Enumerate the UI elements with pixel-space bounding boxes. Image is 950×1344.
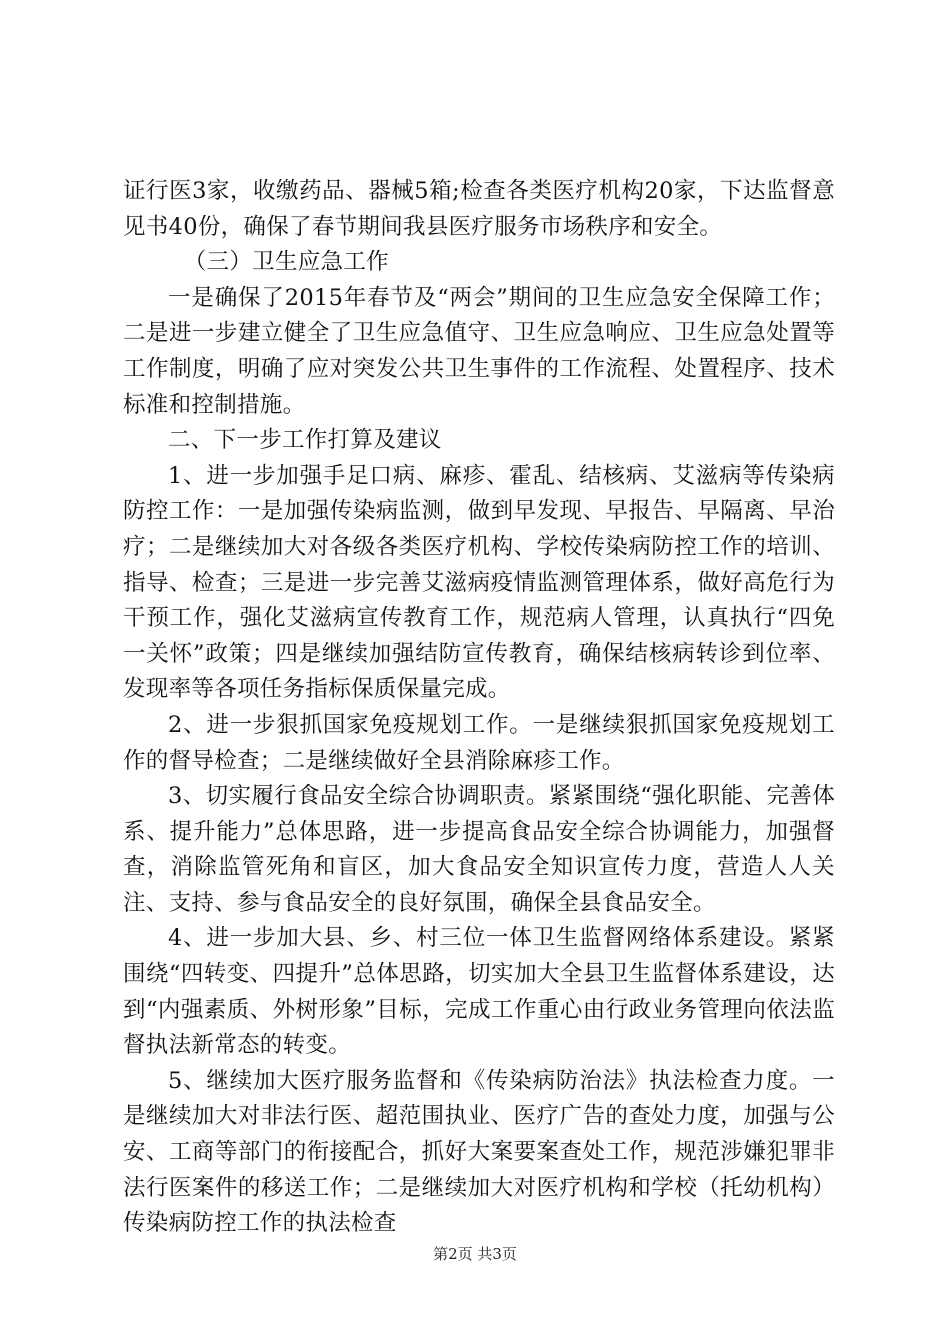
document-body	[123, 174, 835, 1242]
paragraph-item-2: 2、进一步狠抓国家免疫规划工作。一是继续狠抓国家免疫规划工作的督导检查；二是继续做好全县消除麻疹工作。	[123, 711, 835, 774]
paragraph-item-3: 3、切实履行食品安全综合协调职责。紧紧围绕“强化职能、完善体系、提升能力”总体思路，进一步提高食品安全综合协调能力，加强督查，消除监管死角和盲区，加大食品安全知识宣传力度，营造人人关注、支持、参与食品安全的良好氛围，确保全县食品安全。	[123, 783, 835, 916]
paragraph-item-4: 4、进一步加大县、乡、村三位一体卫生监督网络体系建设。紧紧围绕“四转变、四提升”总体思路，切实加大全县卫生监督体系建设，达到“内强素质、外树形象”目标，完成工作重心由行政业务管理向依法监督执法新常态的转变。	[123, 925, 835, 1059]
section-heading-next-steps: 二、下一步工作打算及建议	[168, 427, 442, 454]
paragraph-item-5: 5、继续加大医疗服务监督和《传染病防治法》执法检查力度。一是继续加大对非法行医、超范围执业、医疗广告的查处力度，加强与公安、工商等部门的衔接配合，抓好大案要案查处工作，规范涉嫌犯罪非法行医案件的移送工作；二是继续加大对医疗机构和学校（托幼机构）传染病防控工作的执法检查	[123, 1067, 835, 1237]
page-number-footer: 第2页 共3页	[433, 1245, 517, 1263]
paragraph-continuation: 证行医3家，收缴药品、器械5箱;检查各类医疗机构20家，下达监督意见书40份，确保了春节期间我县医疗服务市场秩序和安全。	[123, 178, 835, 240]
section-heading-health-emergency: （三）卫生应急工作	[183, 249, 389, 276]
paragraph-health-emergency: 一是确保了2015年春节及“两会”期间的卫生应急安全保障工作；二是进一步建立健全了卫生应急值守、卫生应急响应、卫生应急处置等工作制度，明确了应对突发公共卫生事件的工作流程、处置程序、技术标准和控制措施。	[123, 284, 835, 418]
paragraph-item-1: 1、进一步加强手足口病、麻疹、霍乱、结核病、艾滋病等传染病防控工作：一是加强传染病监测，做到早发现、早报告、早隔离、早治疗；二是继续加大对各级各类医疗机构、学校传染病防控工作的培训、指导、检查；三是进一步完善艾滋病疫情监测管理体系，做好高危行为干预工作，强化艾滋病宣传教育工作，规范病人管理，认真执行“四免一关怀”政策；四是继续加强结防宣传教育，确保结核病转诊到位率、发现率等各项任务指标保质保量完成。	[123, 462, 835, 703]
